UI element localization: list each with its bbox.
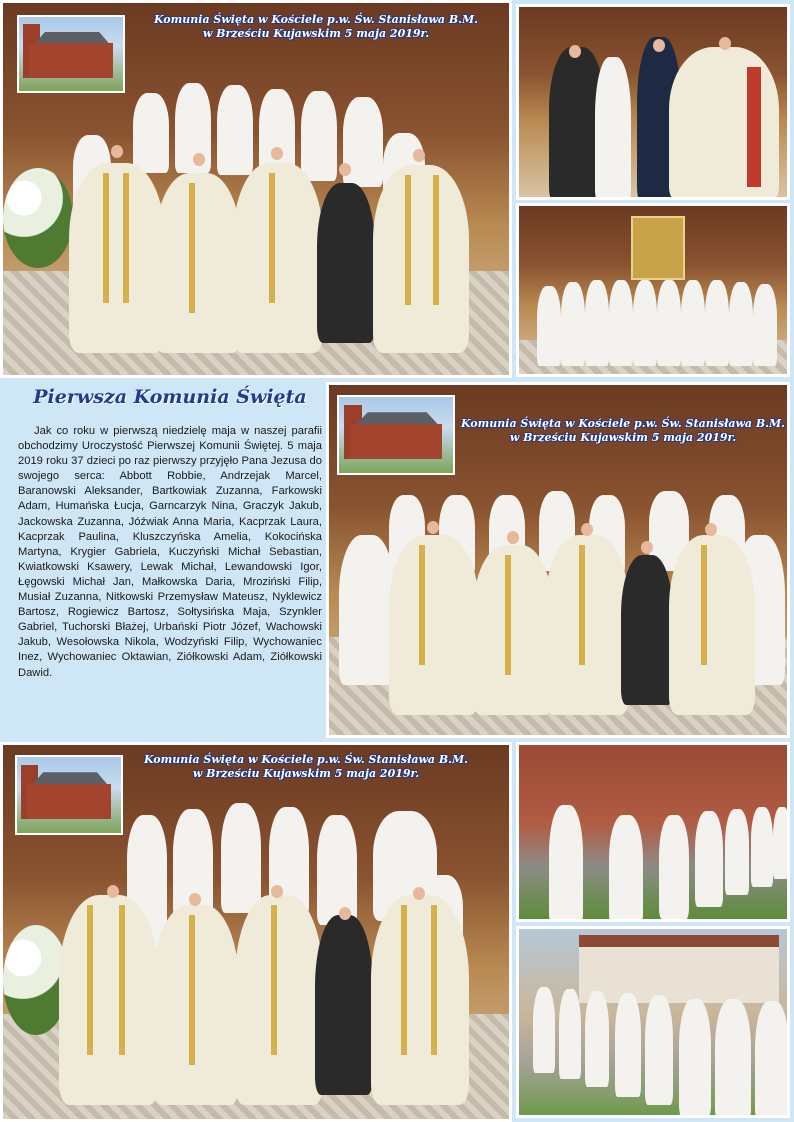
blessing-photo [516,4,790,200]
caption-line-2: w Brześciu Kujawskim 5 maja 2019r. [202,27,430,40]
photo-caption [3,753,509,781]
procession-photo-1 [516,742,790,922]
article-panel [18,378,322,738]
procession-photo-2 [516,926,790,1118]
caption-line-1: Komunia Święta w Kościele p.w. Św. Stanisława B.M. [460,417,786,430]
catechist-figure [317,183,375,343]
caption-line-2: w Brześciu Kujawskim 5 maja 2019r. [192,767,420,780]
altar-group-photo [516,203,790,377]
group-photo-1 [0,0,512,378]
priest-figure [69,163,165,353]
caption-line-1: Komunia Święta w Kościele p.w. Św. Stanisława B.M. [153,13,479,26]
group-photo-3 [0,742,512,1122]
caption-line-2: w Brześciu Kujawskim 5 maja 2019r. [509,431,737,444]
photo-caption [329,417,787,445]
group-photo-2 [326,382,790,738]
article-body: Jak co roku w pierwszą niedzielę maja w naszej parafii obchodzimy Uroczystość Pierwszej Komunii Świętej. 5 maja 2019 roku 37 dzieci po raz pierwszy przyjęło Pana Jezusa do swojego serca: Abbott Robbie, Andrzejak Marcel, Baranowski Aleksander, Bartkowiak Zuzanna, Farkowski Adam, Humańska Łucja, Garncarzyk Nina, Graczyk Jakub, Jackowska Zuzanna, Jóźwiak Anna Maria, Kacprzak Laura, Kacprzak Paulina, Kluszczyńska Amelia, Kokocińska Martyna, Krygier Gabriela, Kuczyński Michał Sebastian, Kwiatkowski Ksawery, Lewak Michał, Lewandowski Igor, Łęgowski Michał Jan, Małkowska Daria, Mroziński Filip, Musiał Zuzanna, Nitkowski Przemysław Mateusz, Nyklewicz Bartosz, Rogiewicz Bartosz, Sołtysińska Maja, Szynkler Gabriel, Tuchorski Błażej, Urbański Piotr Józef, Wachowski Jakub, Wesołowska Nikola, Wodzyński Filip, Wychowaniec Inez, Wychowaniec Oktawian, Ziółkowski Adam, Ziółkowski Dawid. [18,425,322,679]
caption-line-1: Komunia Święta w Kościele p.w. Św. Stanisława B.M. [143,753,469,766]
flower-bouquet [3,168,73,268]
page-title: Pierwsza Komunia Święta [33,386,307,408]
photo-caption [3,13,509,41]
